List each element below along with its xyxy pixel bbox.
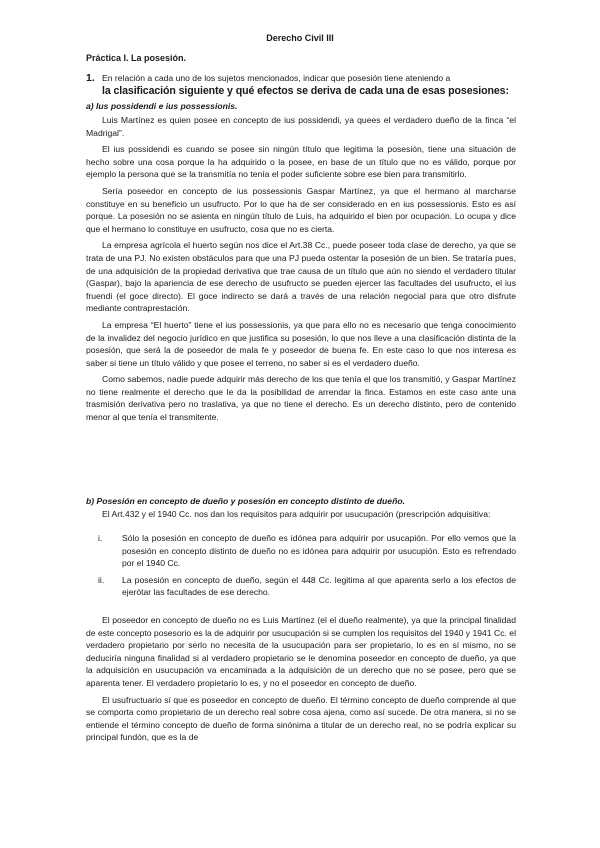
document-title: Derecho Civil III [266, 33, 334, 43]
question-line-2: la clasificación siguiente y qué efectos se deriva de cada una de esas posesiones: [102, 84, 509, 97]
section-b-intro [86, 508, 516, 525]
question-line-1: En relación a cada uno de los sujetos mencionados, indicar que posesión tiene ateniendo a [102, 73, 451, 83]
list-item-text: La posesión en concepto de dueño, según el 448 Cc. legitima al que aparenta serlo a los efectos de ejerótar las facultades de ese derecho. [122, 574, 516, 598]
document-subtitle: Práctica I. La posesión. [86, 53, 187, 63]
paragraph: Como sabemos, nadie puede adquirir más derecho de los que tenía el que los transmitió, y Gaspar Martínez no tiene realmente el derecho que le da la posibilidad de arrendar la finca. Estamos en este caso ante una trasmisión derivativa pero no traslativa, ya que no tiene el derecho. Es un derecho distinto, pero de contenido menor al que tenía el transmitente. [86, 374, 516, 423]
section-a-heading: a) Ius possidendi e ius possessionis. [86, 101, 238, 111]
paragraph: El Art.432 y el 1940 Cc. nos dan los requisitos para adquirir por usucupación (prescripción adquisitiva: [102, 509, 491, 519]
paragraph: El poseedor en concepto de dueño no es Luis Martínez (el el dueño realmente), ya que la principal finalidad de este concepto posesorio es la de adquirir por usucupación si se cumplen los requisitos del 1940 y 1941 Cc. el verdadero propietario por serlo no necesita de la usucupación para ser propietario, lo es en sí mismo, no se deduciría ninguna finalidad si al verdadero propietario se le denomina poseedor en concepto de dueño, ya que la adquisición en usucupación va encaminada a la adquisición de un derecho que no se posee, pero que se aparenta tener. El verdadero propietario lo es, y no el poseedor en concepto de dueño. [86, 615, 516, 688]
list-marker: i. [98, 533, 103, 543]
list-item-text: Sólo la posesión en concepto de dueño es idónea para adquirir por usucapión. Por ello vemos que la posesión en concepto distinto de dueño no es idónea para adquirir por usucupión. Esto es refrendado por el 1940 Cc. [122, 533, 516, 569]
requirements-list [86, 532, 516, 603]
question-number: 1. [86, 72, 95, 84]
paragraph: Sería poseedor en concepto de ius possessionis Gaspar Martínez, ya que el hermano al marcharse constituye en su beneficio un usufructo. Por lo que ha de ser considerado en en ius possessionis. Esto es así porque. La posesión no se asienta en ningún título de Luis, ha adquirido el bien por ocupación. Lo ocupa y dice que el hermano lo constituye en usufructo, cosa que no es cierta. [86, 185, 516, 234]
paragraph: Luis Martínez es quien posee en concepto de ius possidendi, ya quees el verdadero dueño de la finca “el Madrigal”. [86, 115, 516, 138]
list-item [86, 574, 516, 599]
section-a-body [86, 114, 516, 428]
list-item [86, 532, 516, 570]
paragraph: La empresa agrícola el huerto según nos dice el Art.38 Cc., puede poseer toda clase de derecho, ya que se trata de una PJ. No existen obstáculos para que una PJ pueda ostentar la posesión de un bien. Se trataría pues, de una adquisición de la propiedad derivativa que trae causa de un título que aún no siendo el verdadero titular (Gaspar), bajo la apariencia de ese derecho de usufructo se pueden ejercer las facultades del usufructo, el ius fruendi (el goce directo). El goce indirecto se dará a través de una relación negocial para que otro disfrute mediante contraprestación. [86, 240, 516, 314]
paragraph: El ius possidendi es cuando se posee sin ningún título que legitima la posesión, tiene una situación de hecho sobre una cosa porque la ha adquirido o la posee, en base de un título que no es válido, porque por ejemplo la persona que se la transmitía no tenía el poder suficiente sobre ese bien para transmitirlo. [86, 144, 516, 180]
paragraph: La empresa “El huerto” tiene el ius possessionis, ya que para ello no es necesario que tenga conocimiento de la invalidez del negocio jurídico en que justifica su posesión, lo que nos lleve a una clasificación distinta de la posesión, que será la de poseedor de mala fe y poseedor de buena fe. En este caso lo que nos interesa es saber si tiene un título válido y que posee el terreno, no saber si es el verdadero dueño. [86, 319, 516, 368]
section-b-body [86, 614, 516, 748]
section-b-heading: b) Posesión en concepto de dueño y posesión en concepto distinto de dueño. [86, 496, 405, 506]
paragraph: El usufructuario sí que es poseedor en concepto de dueño. El término concepto de dueño comprende al que se comporta como propietario de un derecho real sobre cosa ajena, como así sucede. De otra manera, si no se entiende el término concepto de dueño de forma sinónima a titular de un derecho real, no se podría explicar su principal fundón, que es la de [86, 694, 516, 743]
list-marker: ii. [98, 574, 105, 585]
question-1 [86, 72, 516, 98]
